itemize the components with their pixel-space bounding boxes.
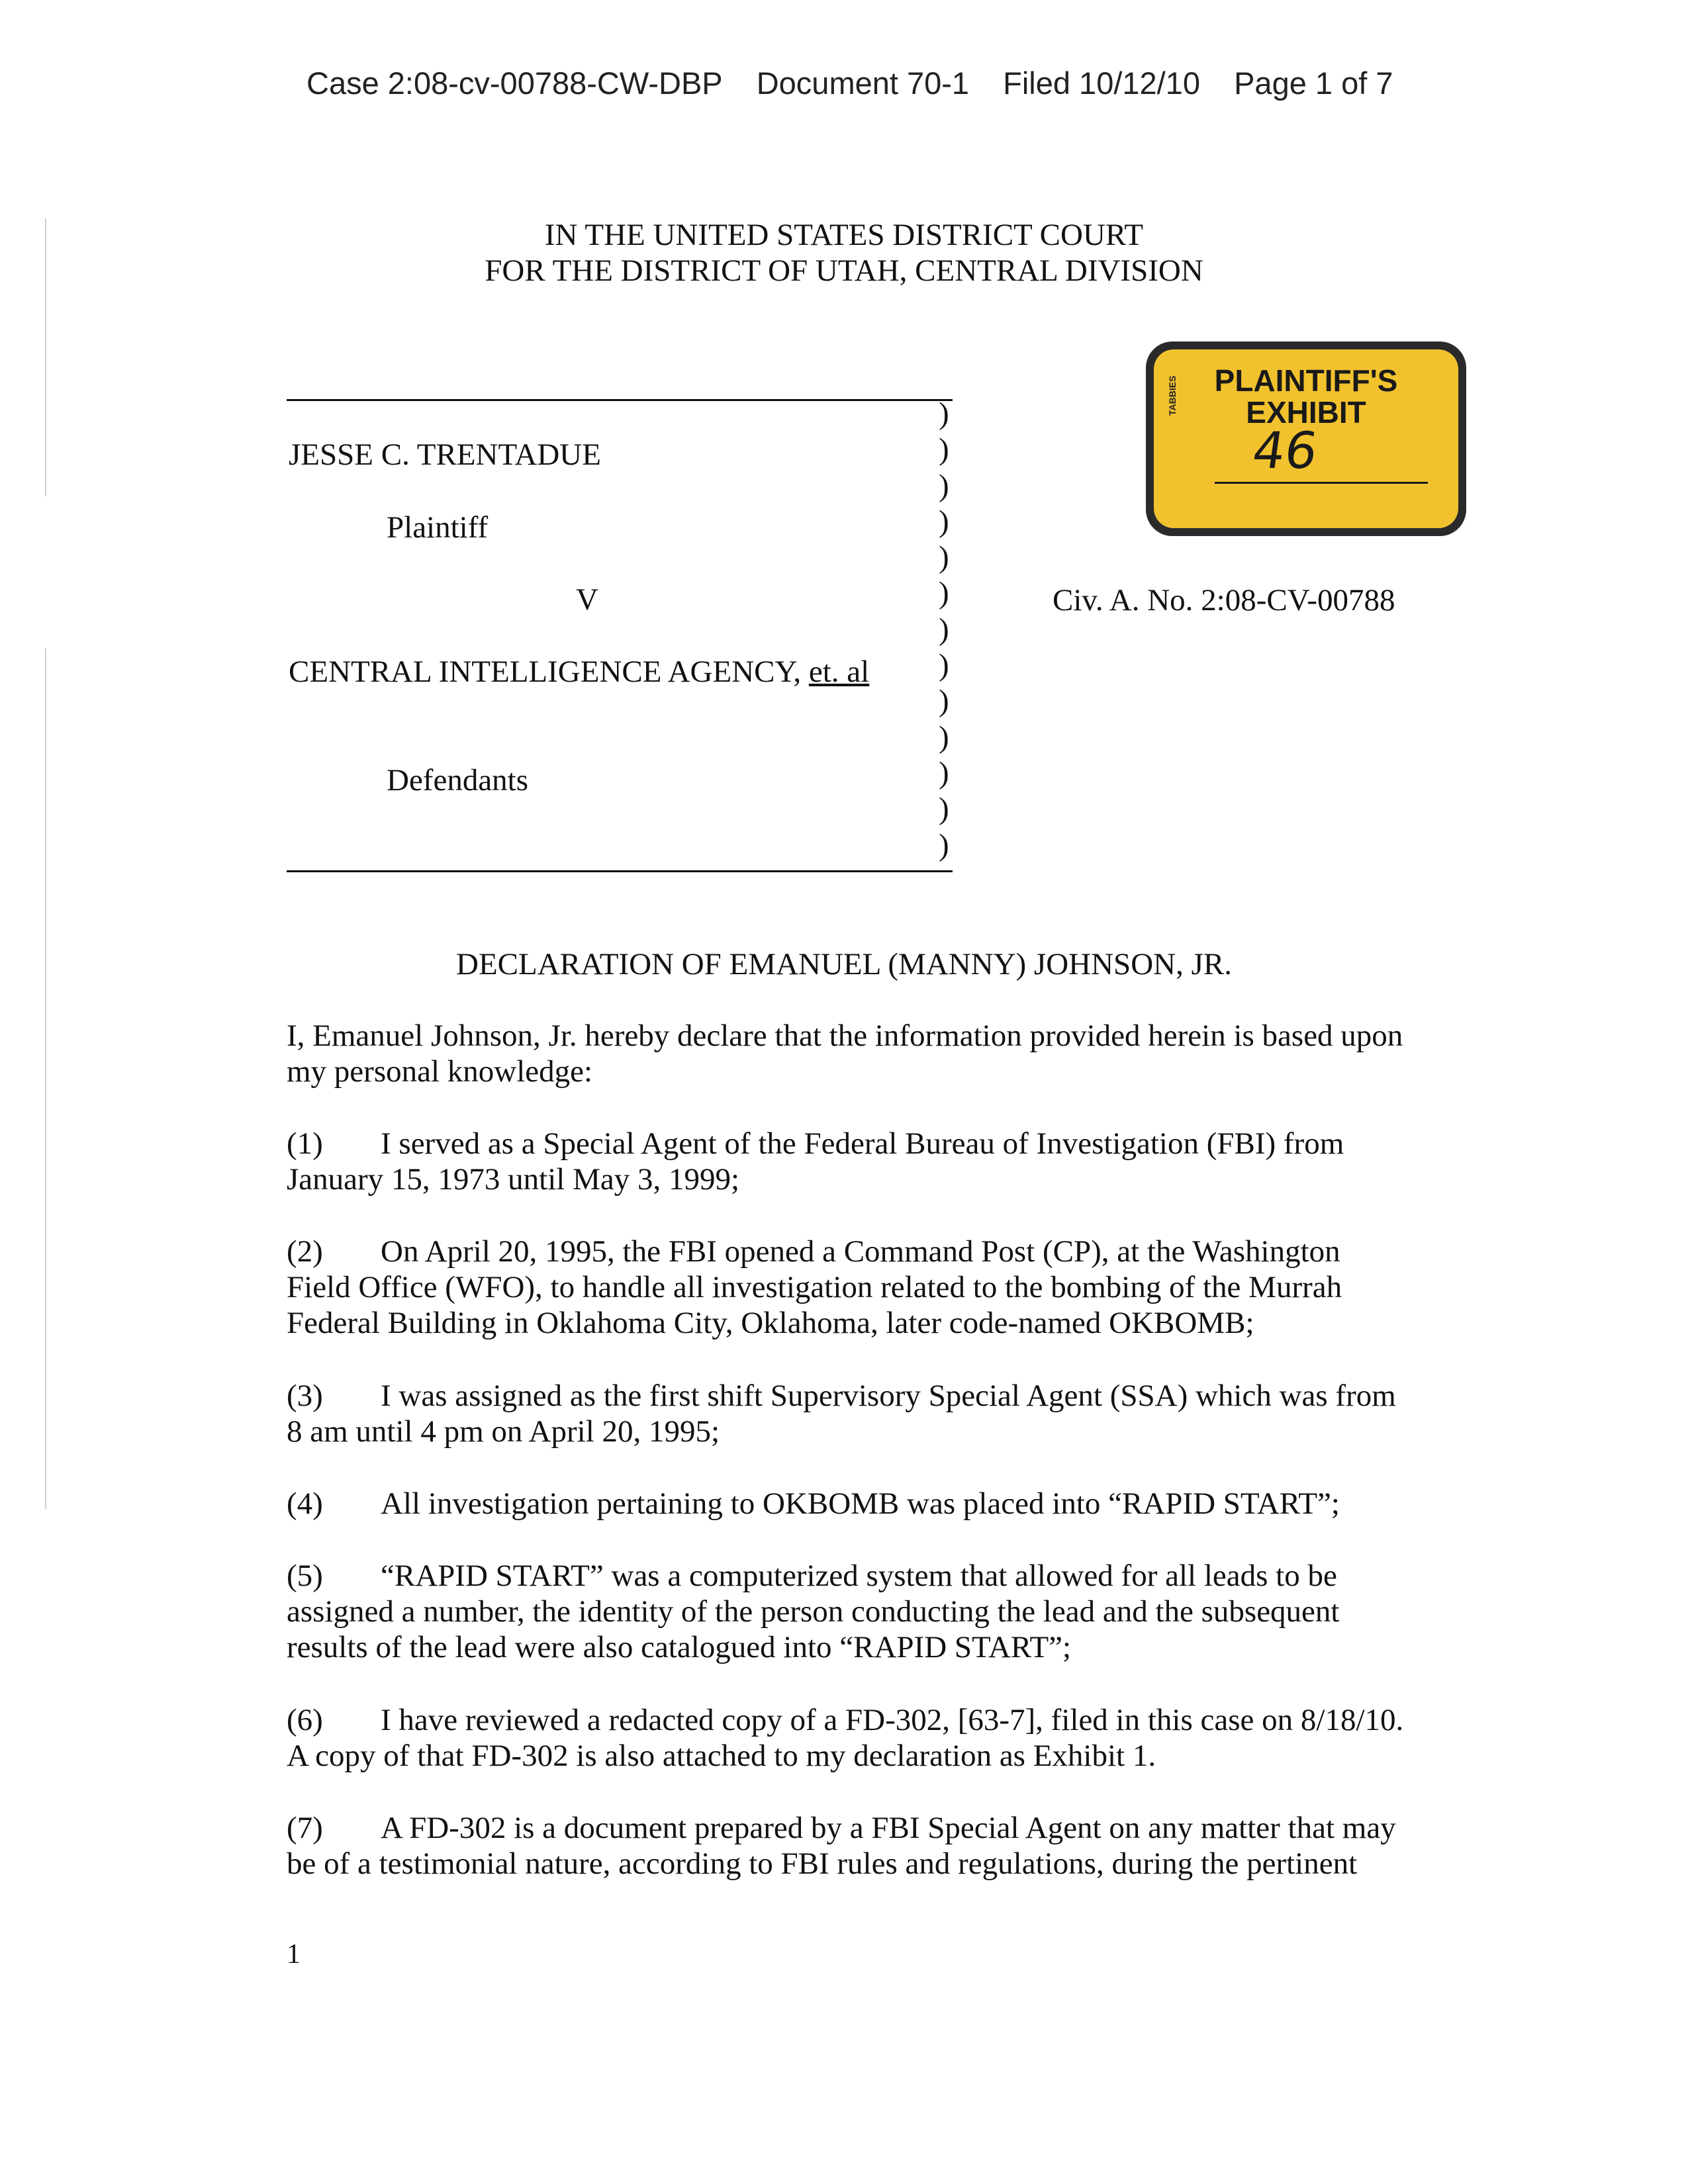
caption-paren: ) bbox=[939, 684, 949, 719]
caption-paren: ) bbox=[939, 576, 949, 611]
paragraph-line: “RAPID START” was a computerized system that allowed for all leads to be bbox=[381, 1559, 1337, 1593]
paragraph-line: I was assigned as the first shift Supervisory Special Agent (SSA) which was from bbox=[381, 1379, 1396, 1413]
paragraph-7 bbox=[287, 1810, 1438, 1882]
caption-paren: ) bbox=[939, 396, 949, 431]
intro-line: my personal knowledge: bbox=[287, 1054, 593, 1089]
caption-paren: ) bbox=[939, 432, 949, 467]
paragraph-number: (1) bbox=[287, 1126, 323, 1161]
plaintiff-name: JESSE C. TRENTADUE bbox=[289, 437, 601, 472]
caption-paren-column bbox=[939, 396, 965, 863]
case-id: Case 2:08-cv-00788-CW-DBP bbox=[306, 66, 723, 101]
page-number: 1 bbox=[287, 1939, 301, 1970]
caption-paren: ) bbox=[939, 612, 949, 647]
paragraph-line: Federal Building in Oklahoma City, Oklahoma, later code-named OKBOMB; bbox=[287, 1306, 1254, 1340]
filed-date: Filed 10/12/10 bbox=[1003, 66, 1201, 101]
paragraph-line: A copy of that FD-302 is also attached to my declaration as Exhibit 1. bbox=[287, 1739, 1156, 1773]
paragraph-number: (4) bbox=[287, 1486, 323, 1521]
caption-paren: ) bbox=[939, 540, 949, 575]
exhibit-sticker-brand: TABBIES bbox=[1167, 375, 1178, 416]
paragraph-line: be of a testimonial nature, according to FBI rules and regulations, during the pertinent bbox=[287, 1846, 1358, 1881]
exhibit-number-handwritten: 46 bbox=[1248, 421, 1321, 480]
defendant-etal: et. al bbox=[808, 655, 870, 689]
caption-top-rule bbox=[287, 399, 953, 401]
court-name-line-2: FOR THE DISTRICT OF UTAH, CENTRAL DIVISION bbox=[485, 253, 1203, 288]
paragraph-number: (6) bbox=[287, 1703, 323, 1737]
exhibit-sticker-line-1: PLAINTIFF'S bbox=[1214, 363, 1398, 398]
paragraph-line: 8 am until 4 pm on April 20, 1995; bbox=[287, 1414, 720, 1449]
caption-bottom-rule bbox=[287, 870, 953, 872]
caption-paren: ) bbox=[939, 648, 949, 683]
caption-paren: ) bbox=[939, 504, 949, 539]
paragraph-line: On April 20, 1995, the FBI opened a Command Post (CP), at the Washington bbox=[381, 1234, 1340, 1269]
paragraph-2 bbox=[287, 1234, 1438, 1341]
defendant-name bbox=[289, 654, 869, 690]
intro-line: I, Emanuel Johnson, Jr. hereby declare that the information provided herein is based upon bbox=[287, 1019, 1403, 1053]
defendant-agency: CENTRAL INTELLIGENCE AGENCY, bbox=[289, 655, 809, 689]
paragraph-number: (5) bbox=[287, 1559, 323, 1593]
paragraph-line: assigned a number, the identity of the person conducting the lead and the subsequent bbox=[287, 1594, 1340, 1629]
caption-paren: ) bbox=[939, 827, 949, 862]
case-number: Civ. A. No. 2:08-CV-00788 bbox=[1053, 583, 1395, 617]
caption-paren: ) bbox=[939, 468, 949, 503]
paragraph-1 bbox=[287, 1126, 1438, 1197]
defendant-role: Defendants bbox=[387, 763, 529, 797]
paragraph-line: A FD-302 is a document prepared by a FBI Special Agent on any matter that may bbox=[381, 1811, 1396, 1845]
filing-header bbox=[306, 65, 1393, 101]
paragraph-5 bbox=[287, 1558, 1438, 1665]
caption-paren: ) bbox=[939, 792, 949, 827]
exhibit-sticker-line-2: EXHIBIT bbox=[1246, 395, 1366, 430]
paragraph-line: I served as a Special Agent of the Federal Bureau of Investigation (FBI) from bbox=[381, 1126, 1344, 1161]
declaration-title: DECLARATION OF EMANUEL (MANNY) JOHNSON, JR. bbox=[456, 947, 1232, 981]
plaintiff-role: Plaintiff bbox=[387, 510, 489, 545]
intro-paragraph bbox=[287, 1018, 1438, 1089]
exhibit-sticker-label bbox=[1154, 349, 1458, 528]
caption-paren: ) bbox=[939, 755, 949, 790]
paragraph-6 bbox=[287, 1702, 1438, 1774]
paragraph-number: (3) bbox=[287, 1379, 323, 1413]
paragraph-line: Field Office (WFO), to handle all investigation related to the bombing of the Murrah bbox=[287, 1270, 1342, 1304]
paragraph-line: All investigation pertaining to OKBOMB was placed into “RAPID START”; bbox=[381, 1486, 1340, 1521]
exhibit-sticker bbox=[1146, 341, 1466, 536]
paragraph-3 bbox=[287, 1378, 1438, 1449]
paragraph-line: results of the lead were also catalogued into “RAPID START”; bbox=[287, 1630, 1072, 1664]
paragraph-number: (2) bbox=[287, 1234, 323, 1269]
document-id: Document 70-1 bbox=[756, 66, 970, 101]
paragraph-number: (7) bbox=[287, 1811, 323, 1845]
page-indicator: Page 1 of 7 bbox=[1234, 66, 1393, 101]
court-name-line-1: IN THE UNITED STATES DISTRICT COURT bbox=[544, 218, 1144, 252]
caption-paren: ) bbox=[939, 719, 949, 754]
paragraph-line: January 15, 1973 until May 3, 1999; bbox=[287, 1162, 740, 1197]
versus-label: V bbox=[576, 582, 598, 617]
scan-margin-mark bbox=[45, 649, 46, 1509]
paragraph-4 bbox=[287, 1486, 1438, 1522]
exhibit-sticker-rule bbox=[1215, 482, 1428, 484]
paragraph-line: I have reviewed a redacted copy of a FD-302, [63-7], filed in this case on 8/18/10. bbox=[381, 1703, 1404, 1737]
